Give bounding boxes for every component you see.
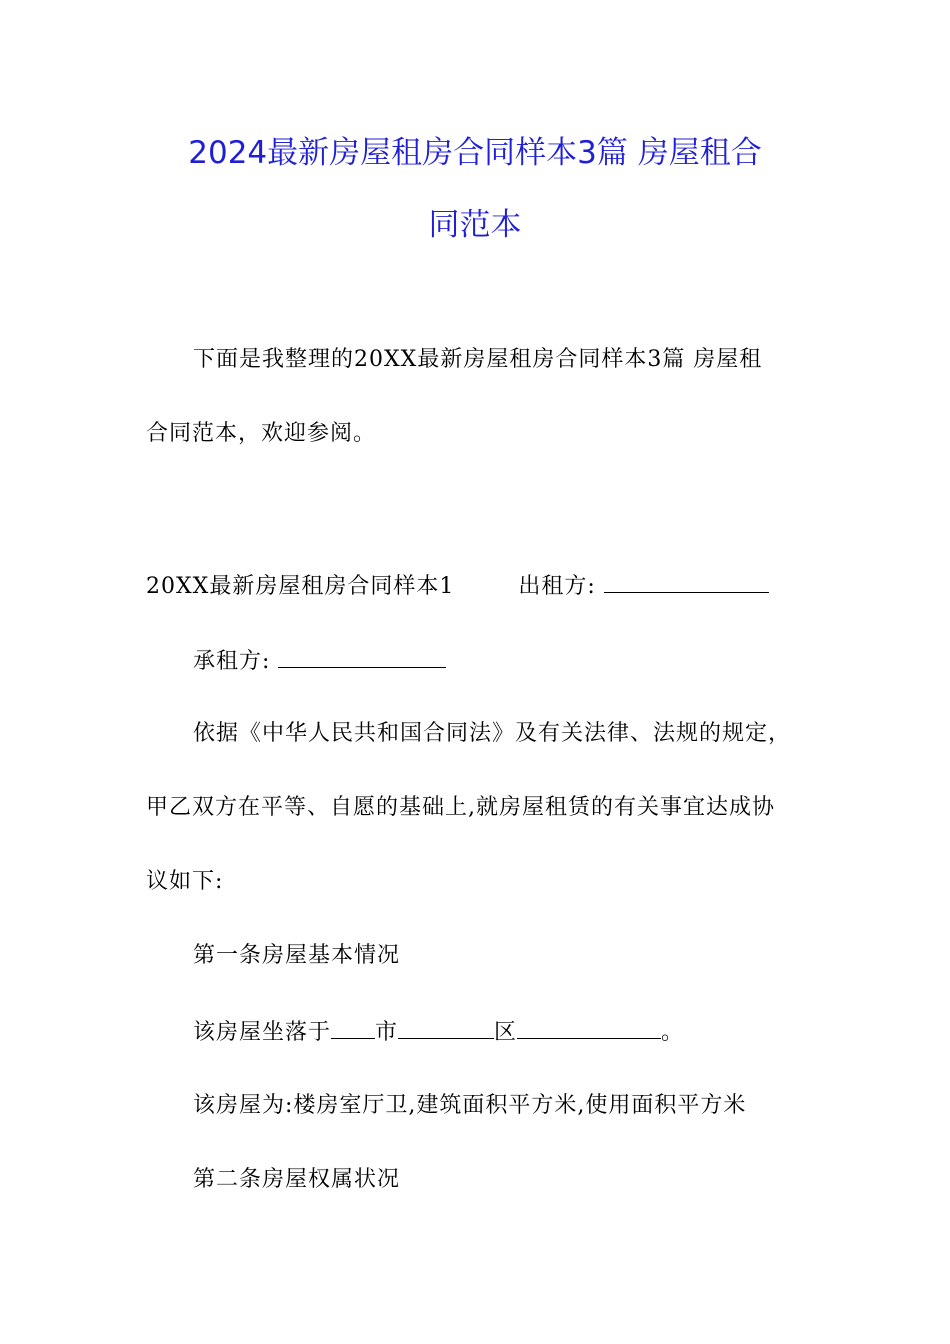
basis-paragraph-line-1: 依据《中华人民共和国合同法》及有关法律、法规的规定，: [193, 721, 792, 746]
sample-heading-line: [146, 574, 769, 598]
location-prefix: 该房屋坐落于: [193, 1020, 332, 1045]
location-blank-1: [331, 1020, 375, 1039]
location-city: 市: [375, 1020, 399, 1045]
lessor-blank: [604, 574, 769, 593]
basis-paragraph-line-2: 甲乙双方在平等、自愿的基础上,就房屋租赁的有关事宜达成协: [146, 795, 775, 820]
lessee-line: [193, 649, 446, 673]
document-title-line-1: 2024最新房屋租房合同样本3篇 房屋租合: [188, 135, 762, 171]
location-end: 。: [661, 1020, 685, 1045]
article-2-title: 第二条房屋权属状况: [193, 1167, 401, 1192]
house-description-line: 该房屋为:楼房室厅卫,建筑面积平方米,使用面积平方米: [193, 1093, 747, 1118]
location-district: 区: [494, 1020, 518, 1045]
location-line: [193, 1020, 684, 1044]
intro-paragraph-line-1: 下面是我整理的20XX最新房屋租房合同样本3篇 房屋租: [193, 347, 763, 372]
document-title-line-2: 同范本: [428, 207, 522, 243]
basis-paragraph-line-3: 议如下:: [146, 869, 224, 894]
lessee-blank: [278, 649, 446, 668]
location-blank-2: [398, 1020, 494, 1039]
location-blank-3: [517, 1020, 661, 1039]
intro-paragraph-line-2: 合同范本，欢迎参阅。: [146, 421, 377, 446]
lessor-label: 出租方:: [518, 574, 596, 599]
lessee-label: 承租方:: [193, 649, 271, 674]
article-1-title: 第一条房屋基本情况: [193, 943, 401, 968]
sample-heading: 20XX最新房屋租房合同样本1: [146, 574, 455, 599]
